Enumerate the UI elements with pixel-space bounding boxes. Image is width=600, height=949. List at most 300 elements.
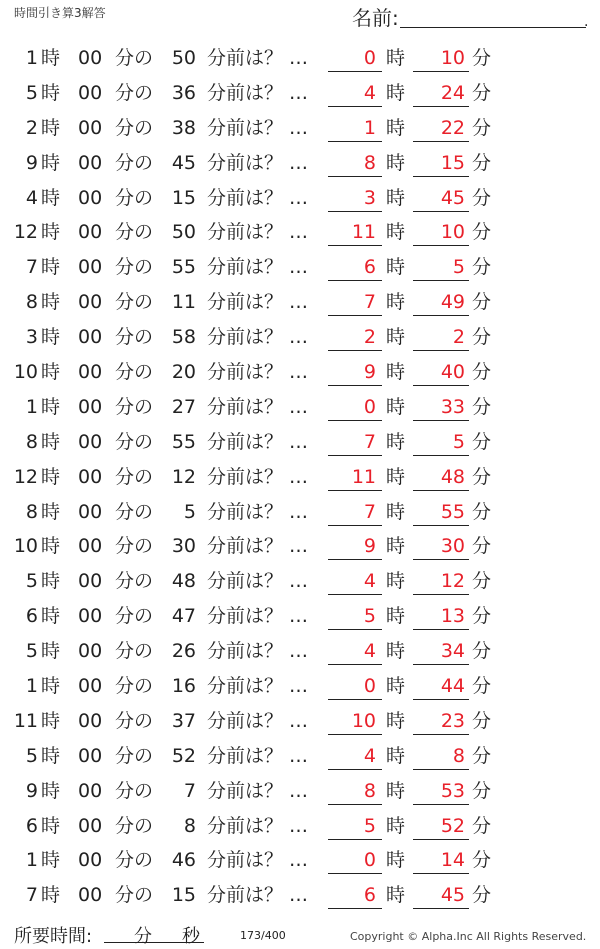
answer-minute-unit: 分 <box>472 221 492 244</box>
answer-minute: 10 <box>440 47 465 69</box>
minute-of-label: 分の <box>115 151 154 174</box>
problem-hour: 9 <box>25 779 38 802</box>
problem-hour: 1 <box>25 47 38 69</box>
minutes-zero: 00 <box>78 81 103 104</box>
problem-hour: 11 <box>13 709 38 732</box>
answer-hour: 2 <box>363 326 376 349</box>
answer-minute: 10 <box>440 221 465 244</box>
minutes-before: 37 <box>171 709 196 732</box>
answer-hour-unit: 時 <box>386 465 406 488</box>
problem-hour: 6 <box>25 814 38 837</box>
answer-minute: 45 <box>440 186 465 209</box>
answer-minute: 52 <box>440 814 465 837</box>
minutes-before: 26 <box>171 640 196 663</box>
answer-minute-line <box>413 664 469 665</box>
minutes-before: 50 <box>171 47 196 69</box>
answer-hour-line <box>328 420 382 421</box>
answer-hour-line <box>328 769 382 770</box>
problem-row <box>0 319 600 354</box>
question-text: 分前は？ … <box>207 640 309 663</box>
hour-unit-label: 時 <box>41 221 61 244</box>
minutes-before: 47 <box>171 605 196 628</box>
answer-hour: 4 <box>363 81 376 104</box>
minute-of-label: 分の <box>115 221 154 244</box>
minutes-zero: 00 <box>78 570 103 593</box>
minutes-zero: 00 <box>78 221 103 244</box>
problem-hour: 12 <box>13 221 38 244</box>
problem-hour: 1 <box>25 395 38 418</box>
name-field-end-dot: . <box>584 14 589 30</box>
minutes-zero: 00 <box>78 814 103 837</box>
problem-hour: 5 <box>25 570 38 593</box>
answer-hour-unit: 時 <box>386 256 406 279</box>
question-text: 分前は？ … <box>207 570 309 593</box>
answer-minute-unit: 分 <box>472 814 492 837</box>
answer-hour: 10 <box>351 709 376 732</box>
question-text: 分前は？ … <box>207 116 309 139</box>
answer-hour-line <box>328 525 382 526</box>
answer-hour-unit: 時 <box>386 884 406 907</box>
answer-minute-line <box>413 455 469 456</box>
answer-hour: 8 <box>363 151 376 174</box>
elapsed-time-label: 所要時間: <box>14 926 93 947</box>
minute-of-label: 分の <box>115 605 154 628</box>
problem-hour: 7 <box>25 256 38 279</box>
answer-minute: 15 <box>440 151 465 174</box>
minute-of-label: 分の <box>115 500 154 523</box>
answer-minute-unit: 分 <box>472 744 492 767</box>
problem-row <box>0 668 600 703</box>
name-label: 名前: <box>352 6 399 30</box>
problem-row <box>0 877 600 912</box>
answer-minute-line <box>413 559 469 560</box>
answer-hour-unit: 時 <box>386 605 406 628</box>
problem-hour: 7 <box>25 884 38 907</box>
minute-of-label: 分の <box>115 535 154 558</box>
answer-hour-line <box>328 280 382 281</box>
answer-minute-line <box>413 280 469 281</box>
minutes-zero: 00 <box>78 291 103 314</box>
problem-hour: 3 <box>25 326 38 349</box>
answer-hour-line <box>328 141 382 142</box>
minutes-zero: 00 <box>78 675 103 698</box>
minutes-before: 38 <box>171 116 196 139</box>
hour-unit-label: 時 <box>41 116 61 139</box>
answer-hour: 3 <box>363 186 376 209</box>
hour-unit-label: 時 <box>41 47 61 69</box>
answer-hour-line <box>328 873 382 874</box>
problem-hour: 6 <box>25 605 38 628</box>
minute-of-label: 分の <box>115 814 154 837</box>
question-text: 分前は？ … <box>207 709 309 732</box>
minutes-zero: 00 <box>78 535 103 558</box>
question-text: 分前は？ … <box>207 605 309 628</box>
answer-hour-line <box>328 490 382 491</box>
minute-of-label: 分の <box>115 570 154 593</box>
answer-hour-unit: 時 <box>386 81 406 104</box>
problem-row <box>0 459 600 494</box>
minute-of-label: 分の <box>115 744 154 767</box>
minutes-zero: 00 <box>78 779 103 802</box>
minutes-before: 50 <box>171 221 196 244</box>
problem-hour: 8 <box>25 500 38 523</box>
question-text: 分前は？ … <box>207 326 309 349</box>
problem-row <box>0 633 600 668</box>
question-text: 分前は？ … <box>207 814 309 837</box>
answer-hour-unit: 時 <box>386 291 406 314</box>
answer-hour: 4 <box>363 640 376 663</box>
answer-hour-unit: 時 <box>386 849 406 872</box>
minute-of-label: 分の <box>115 326 154 349</box>
answer-minute: 2 <box>452 326 465 349</box>
hour-unit-label: 時 <box>41 640 61 663</box>
answer-minute-unit: 分 <box>472 779 492 802</box>
minutes-zero: 00 <box>78 884 103 907</box>
answer-hour: 9 <box>363 535 376 558</box>
answer-minute-unit: 分 <box>472 361 492 384</box>
minutes-zero: 00 <box>78 361 103 384</box>
answer-hour-line <box>328 699 382 700</box>
answer-minute-unit: 分 <box>472 570 492 593</box>
problem-row <box>0 808 600 843</box>
minutes-zero: 00 <box>78 605 103 628</box>
hour-unit-label: 時 <box>41 291 61 314</box>
question-text: 分前は？ … <box>207 81 309 104</box>
minute-of-label: 分の <box>115 465 154 488</box>
problem-hour: 5 <box>25 81 38 104</box>
answer-hour-unit: 時 <box>386 361 406 384</box>
answer-minute-line <box>413 71 469 72</box>
minutes-zero: 00 <box>78 500 103 523</box>
answer-minute: 44 <box>440 675 465 698</box>
problem-row <box>0 214 600 249</box>
minute-of-label: 分の <box>115 395 154 418</box>
answer-minute-line <box>413 490 469 491</box>
answer-hour: 0 <box>363 675 376 698</box>
answer-minute-unit: 分 <box>472 675 492 698</box>
answer-minute-unit: 分 <box>472 116 492 139</box>
minutes-before: 15 <box>171 186 196 209</box>
answer-hour-line <box>328 455 382 456</box>
answer-hour-line <box>328 385 382 386</box>
minute-of-label: 分の <box>115 779 154 802</box>
answer-hour-unit: 時 <box>386 779 406 802</box>
answer-hour-line <box>328 211 382 212</box>
minute-of-label: 分の <box>115 675 154 698</box>
problem-row <box>0 110 600 145</box>
page-number: 173/400 <box>240 929 286 942</box>
answer-hour-unit: 時 <box>386 116 406 139</box>
answer-hour-unit: 時 <box>386 640 406 663</box>
question-text: 分前は？ … <box>207 186 309 209</box>
answer-minute-unit: 分 <box>472 47 492 69</box>
problem-row <box>0 354 600 389</box>
minutes-before: 15 <box>171 884 196 907</box>
answer-hour-line <box>328 594 382 595</box>
answer-minute-line <box>413 176 469 177</box>
minutes-zero: 00 <box>78 849 103 872</box>
answer-hour: 4 <box>363 744 376 767</box>
answer-hour: 0 <box>363 47 376 69</box>
answer-hour-line <box>328 315 382 316</box>
answer-hour: 11 <box>351 221 376 244</box>
problem-row <box>0 424 600 459</box>
minutes-before: 27 <box>171 395 196 418</box>
problem-hour: 4 <box>25 186 38 209</box>
minutes-before: 5 <box>183 500 196 523</box>
minutes-zero: 00 <box>78 640 103 663</box>
minutes-zero: 00 <box>78 151 103 174</box>
minutes-before: 55 <box>171 256 196 279</box>
minute-of-label: 分の <box>115 361 154 384</box>
answer-hour-unit: 時 <box>386 709 406 732</box>
answer-minute-line <box>413 908 469 909</box>
answer-minute-line <box>413 211 469 212</box>
answer-minute: 14 <box>440 849 465 872</box>
hour-unit-label: 時 <box>41 151 61 174</box>
problem-hour: 12 <box>13 465 38 488</box>
minutes-zero: 00 <box>78 465 103 488</box>
answer-hour: 0 <box>363 395 376 418</box>
answer-minute-line <box>413 769 469 770</box>
question-text: 分前は？ … <box>207 221 309 244</box>
problem-row <box>0 773 600 808</box>
problem-hour: 9 <box>25 151 38 174</box>
answer-hour: 5 <box>363 605 376 628</box>
minute-of-label: 分の <box>115 256 154 279</box>
question-text: 分前は？ … <box>207 430 309 453</box>
minutes-zero: 00 <box>78 47 103 69</box>
minutes-zero: 00 <box>78 744 103 767</box>
minutes-zero: 00 <box>78 709 103 732</box>
answer-minute: 34 <box>440 640 465 663</box>
answer-minute-line <box>413 734 469 735</box>
sheet-title: 時間引き算3解答 <box>14 6 106 20</box>
hour-unit-label: 時 <box>41 814 61 837</box>
answer-hour-unit: 時 <box>386 570 406 593</box>
problem-row <box>0 563 600 598</box>
hour-unit-label: 時 <box>41 709 61 732</box>
answer-minute-unit: 分 <box>472 430 492 453</box>
answer-hour-line <box>328 71 382 72</box>
minutes-before: 11 <box>171 291 196 314</box>
answer-hour: 7 <box>363 430 376 453</box>
answer-hour-unit: 時 <box>386 326 406 349</box>
problem-hour: 5 <box>25 744 38 767</box>
answer-hour: 7 <box>363 291 376 314</box>
question-text: 分前は？ … <box>207 884 309 907</box>
answer-minute-line <box>413 839 469 840</box>
answer-minute: 5 <box>452 430 465 453</box>
answer-minute: 48 <box>440 465 465 488</box>
problem-row <box>0 40 600 75</box>
answer-hour: 1 <box>363 116 376 139</box>
question-text: 分前は？ … <box>207 465 309 488</box>
answer-hour-line <box>328 106 382 107</box>
problem-row <box>0 389 600 424</box>
minute-of-label: 分の <box>115 291 154 314</box>
answer-minute-unit: 分 <box>472 605 492 628</box>
hour-unit-label: 時 <box>41 849 61 872</box>
answer-hour-line <box>328 245 382 246</box>
minutes-before: 55 <box>171 430 196 453</box>
answer-hour: 7 <box>363 500 376 523</box>
answer-hour-line <box>328 559 382 560</box>
question-text: 分前は？ … <box>207 744 309 767</box>
answer-hour: 8 <box>363 779 376 802</box>
minute-of-label: 分の <box>115 47 154 69</box>
hour-unit-label: 時 <box>41 465 61 488</box>
problem-hour: 8 <box>25 430 38 453</box>
answer-minute-line <box>413 804 469 805</box>
minutes-before: 46 <box>171 849 196 872</box>
hour-unit-label: 時 <box>41 570 61 593</box>
answer-hour-line <box>328 629 382 630</box>
minutes-before: 48 <box>171 570 196 593</box>
problem-hour: 1 <box>25 849 38 872</box>
answer-hour-unit: 時 <box>386 430 406 453</box>
answer-hour: 6 <box>363 256 376 279</box>
problem-hour: 2 <box>25 116 38 139</box>
minute-of-label: 分の <box>115 430 154 453</box>
answer-minute-unit: 分 <box>472 256 492 279</box>
problem-row <box>0 180 600 215</box>
answer-minute-unit: 分 <box>472 500 492 523</box>
hour-unit-label: 時 <box>41 675 61 698</box>
hour-unit-label: 時 <box>41 361 61 384</box>
minutes-zero: 00 <box>78 326 103 349</box>
problem-hour: 1 <box>25 675 38 698</box>
answer-hour-unit: 時 <box>386 47 406 69</box>
problem-row <box>0 703 600 738</box>
question-text: 分前は？ … <box>207 291 309 314</box>
minutes-zero: 00 <box>78 116 103 139</box>
minute-of-label: 分の <box>115 640 154 663</box>
answer-hour-line <box>328 839 382 840</box>
hour-unit-label: 時 <box>41 779 61 802</box>
problem-hour: 8 <box>25 291 38 314</box>
minute-of-label: 分の <box>115 116 154 139</box>
answer-minute-unit: 分 <box>472 465 492 488</box>
answer-hour-unit: 時 <box>386 395 406 418</box>
answer-hour: 11 <box>351 465 376 488</box>
minute-of-label: 分の <box>115 849 154 872</box>
minutes-zero: 00 <box>78 186 103 209</box>
hour-unit-label: 時 <box>41 186 61 209</box>
minute-of-label: 分の <box>115 81 154 104</box>
answer-hour-unit: 時 <box>386 535 406 558</box>
answer-minute-line <box>413 350 469 351</box>
problem-row <box>0 738 600 773</box>
answer-minute: 49 <box>440 291 465 314</box>
answer-hour-unit: 時 <box>386 151 406 174</box>
answer-minute-unit: 分 <box>472 884 492 907</box>
question-text: 分前は？ … <box>207 47 309 69</box>
answer-minute-unit: 分 <box>472 640 492 663</box>
hour-unit-label: 時 <box>41 395 61 418</box>
minute-of-label: 分の <box>115 186 154 209</box>
answer-minute-line <box>413 385 469 386</box>
problem-row <box>0 284 600 319</box>
minute-of-label: 分の <box>115 884 154 907</box>
name-field-line <box>400 27 586 28</box>
question-text: 分前は？ … <box>207 535 309 558</box>
minutes-before: 36 <box>171 81 196 104</box>
answer-minute: 8 <box>452 744 465 767</box>
problem-row <box>0 75 600 110</box>
answer-minute-line <box>413 315 469 316</box>
answer-minute-unit: 分 <box>472 291 492 314</box>
problem-row <box>0 145 600 180</box>
minutes-before: 12 <box>171 465 196 488</box>
minutes-zero: 00 <box>78 256 103 279</box>
answer-minute: 30 <box>440 535 465 558</box>
answer-hour-line <box>328 734 382 735</box>
minutes-before: 45 <box>171 151 196 174</box>
question-text: 分前は？ … <box>207 849 309 872</box>
answer-hour-unit: 時 <box>386 675 406 698</box>
answer-hour-unit: 時 <box>386 500 406 523</box>
answer-minute-unit: 分 <box>472 81 492 104</box>
answer-minute-unit: 分 <box>472 326 492 349</box>
answer-minute-line <box>413 594 469 595</box>
copyright: Copyright © Alpha.Inc All Rights Reserved. <box>350 930 587 943</box>
problem-row <box>0 842 600 877</box>
answer-minute: 45 <box>440 884 465 907</box>
answer-hour-line <box>328 350 382 351</box>
answer-hour: 0 <box>363 849 376 872</box>
minutes-before: 30 <box>171 535 196 558</box>
problem-hour: 10 <box>13 535 38 558</box>
answer-hour-unit: 時 <box>386 221 406 244</box>
answer-minute-line <box>413 525 469 526</box>
answer-minute-line <box>413 245 469 246</box>
answer-minute: 22 <box>440 116 465 139</box>
answer-minute: 55 <box>440 500 465 523</box>
elapsed-seconds-label: 秒 <box>182 926 200 947</box>
minutes-before: 16 <box>171 675 196 698</box>
hour-unit-label: 時 <box>41 326 61 349</box>
answer-hour-line <box>328 804 382 805</box>
problem-row <box>0 598 600 633</box>
answer-hour-unit: 時 <box>386 814 406 837</box>
hour-unit-label: 時 <box>41 81 61 104</box>
problem-row <box>0 249 600 284</box>
hour-unit-label: 時 <box>41 605 61 628</box>
answer-minute-line <box>413 629 469 630</box>
answer-minute: 24 <box>440 81 465 104</box>
answer-hour-line <box>328 664 382 665</box>
problem-list <box>0 40 600 912</box>
answer-minute: 5 <box>452 256 465 279</box>
answer-minute: 23 <box>440 709 465 732</box>
answer-hour-unit: 時 <box>386 744 406 767</box>
answer-minute-line <box>413 699 469 700</box>
problem-row <box>0 528 600 563</box>
answer-hour-line <box>328 908 382 909</box>
answer-minute: 40 <box>440 361 465 384</box>
answer-minute-line <box>413 420 469 421</box>
problem-hour: 10 <box>13 361 38 384</box>
answer-hour: 9 <box>363 361 376 384</box>
answer-minute-unit: 分 <box>472 395 492 418</box>
minutes-zero: 00 <box>78 430 103 453</box>
hour-unit-label: 時 <box>41 500 61 523</box>
minutes-before: 20 <box>171 361 196 384</box>
answer-hour: 5 <box>363 814 376 837</box>
minutes-before: 7 <box>183 779 196 802</box>
answer-minute-line <box>413 106 469 107</box>
